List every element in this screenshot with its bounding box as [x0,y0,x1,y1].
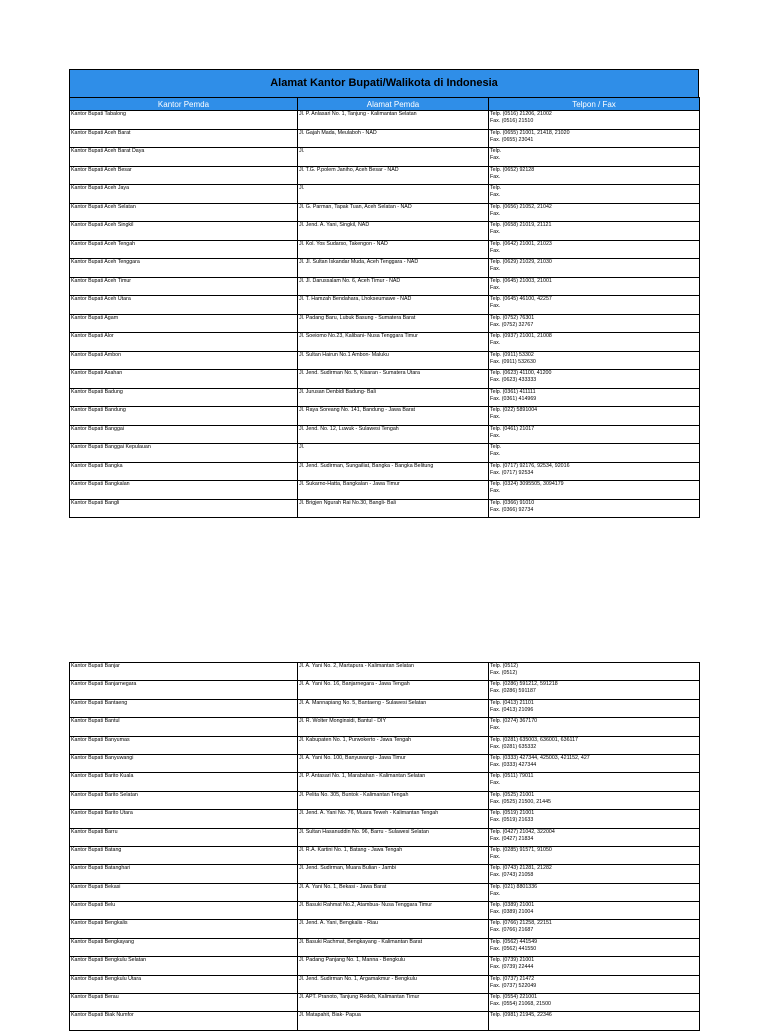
address-cell: Jl. Sultan Hairun No.1 Ambon- Maluku [298,351,489,370]
address-cell: Jl. Jl. Darussalam No. 6, Aceh Timur - NAD [298,277,489,296]
fax-number: Fax. [490,725,501,732]
table-row [70,1012,700,1030]
office-name-cell: Kantor Bupati Bangkalan [70,481,298,500]
office-name-cell: Kantor Bupati Aceh Selatan [70,203,298,222]
office-name-cell: Kantor Bupati Banggai Kepulauan [70,444,298,463]
fax-number: Fax. [490,229,501,235]
fax-number: Fax. [490,853,501,860]
table-row [70,920,700,938]
office-name-cell: Kantor Bupati Aceh Timur [70,277,298,296]
address-cell: Jl. [298,148,489,167]
address-cell: Jl. Padang Baru, Lubuk Basung - Sumatera Barat [298,314,489,333]
office-name-cell: Kantor Bupati Barito Selatan [70,791,298,809]
address-cell: Jl. Jl. Sultan Iskandar Muda, Aceh Tenggara - NAD [298,259,489,278]
office-name-cell: Kantor Bupati Aceh Barat [70,129,298,148]
phone-fax-cell [489,351,700,370]
phone-fax-cell [489,462,700,481]
table-row [70,975,700,993]
fax-number: Fax. (0427) 21834 [490,835,534,842]
phone-number: Telp. (0752) 76301 [490,314,535,321]
office-name-cell: Kantor Bupati Bantaeng [70,699,298,717]
address-cell: Jl. Sukarno-Hatta, Bangkalan - Jawa Timur [298,481,489,500]
address-cell: Jl. Kabupaten No. 1, Purwokerto - Jawa Tengah [298,736,489,754]
table-row [70,791,700,809]
office-name-cell: Kantor Bupati Aceh Utara [70,296,298,315]
fax-number: Fax. (0623) 433333 [490,377,537,383]
fax-number: Fax. [490,414,501,420]
address-cell: Jl. Soeiomo No.23, Kalibani- Nusa Tenggara Timur [298,333,489,352]
directory-table-bottom [69,662,700,1031]
phone-fax-cell [489,957,700,975]
phone-fax-cell [489,222,700,241]
address-cell: Jl. A. Yani No. 1, Bekasi - Jawa Barat [298,883,489,901]
address-cell: Jl. G. Parman, Tapak Tuan, Aceh Selatan - NAD [298,203,489,222]
table-row [70,681,700,699]
address-cell: Jl. Kol. Yos Sudarso, Takengon - NAD [298,240,489,259]
address-cell: Jl. A. Mannapiang No. 5, Bantaeng - Sulawesi Selatan [298,699,489,717]
office-name-cell: Kantor Bupati Aceh Tengah [70,240,298,259]
phone-number: Telp. (0737) 21472 [490,975,535,982]
office-name-cell: Kantor Bupati Aceh Tenggara [70,259,298,278]
table-row [70,902,700,920]
phone-number: Telp. (0361) 411111 [490,388,536,395]
phone-number: Telp. [490,148,502,154]
office-name-cell: Kantor Bupati Tabalong [70,111,298,130]
address-cell: Jl. A. Yani No. 2, Martapura - Kalimantan Selatan [298,663,489,681]
office-name-cell: Kantor Bupati Bandung [70,407,298,426]
fax-number: Fax. (0911) 532630 [490,358,536,365]
phone-fax-cell [489,975,700,993]
address-cell: Jl. Jend. A. Yani No. 76, Muara Teweh - Kalimantan Tengah [298,810,489,828]
phone-number: Telp. (0656) 21052, 21042 [490,203,552,210]
fax-number: Fax. [490,155,501,161]
column-header-phone-fax: Telpon / Fax [489,98,700,111]
table-row [70,425,700,444]
phone-number: Telp. (0281) 635003, 636001, 636117 [490,736,578,743]
address-cell: Jl. [298,444,489,463]
fax-number: Fax. (0743) 21058 [490,872,534,879]
table-row [70,865,700,883]
phone-number: Telp. (0511) 79011 [490,773,534,780]
directory-sheet-top [69,69,699,518]
table-row [70,718,700,736]
phone-fax-cell [489,736,700,754]
phone-fax-cell [489,920,700,938]
phone-fax-cell [489,444,700,463]
office-name-cell: Kantor Bupati Banjar [70,663,298,681]
phone-number: Telp. (0717) 92176, 92534, 92016 [490,462,570,469]
office-name-cell: Kantor Bupati Alor [70,333,298,352]
fax-number: Fax. [490,210,501,217]
address-cell: Jl. Gajah Mada, Meulaboh - NAD [298,129,489,148]
office-name-cell: Kantor Bupati Bengkulu Utara [70,975,298,993]
table-row [70,499,700,518]
phone-number: Telp. (021) 8801336 [490,883,538,890]
fax-number: Fax. [490,266,501,272]
office-name-cell: Kantor Bupati Aceh Jaya [70,185,298,204]
office-name-cell: Kantor Bupati Bekasi [70,883,298,901]
table-row [70,994,700,1012]
phone-number: Telp. (0937) 21001, 21008 [490,333,552,339]
address-cell: Jl. A. Yani No. 16, Banjarnegara - Jawa Tengah [298,681,489,699]
address-cell: Jl. Padang Panjang No. 1, Manna - Bengkulu [298,957,489,975]
office-name-cell: Kantor Bupati Barito Utara [70,810,298,828]
address-cell: Jl. Jend. Sudirman, Muara Bulian - Jambi [298,865,489,883]
phone-number: Telp. (0519) 21001 [490,810,535,817]
address-cell: Jl. Jend. Sudirman, Sungailiat, Bangka - Bangka Belitung [298,462,489,481]
phone-fax-cell [489,773,700,791]
fax-number: Fax. (0717) 92534 [490,469,534,476]
office-name-cell: Kantor Bupati Bengkulu Selatan [70,957,298,975]
fax-number: Fax. (0519) 21633 [490,817,534,824]
phone-number: Telp. (0562) 441549 [490,938,538,945]
phone-fax-cell [489,718,700,736]
office-name-cell: Kantor Bupati Aceh Singkil [70,222,298,241]
phone-number: Telp. (0366) 91010 [490,499,535,506]
table-row [70,938,700,956]
fax-number: Fax. (0281) 635332 [490,743,537,750]
phone-fax-cell [489,185,700,204]
phone-fax-cell [489,699,700,717]
table-row [70,185,700,204]
table-row [70,370,700,389]
phone-fax-cell [489,938,700,956]
table-row [70,773,700,791]
phone-number: Telp. (0516) 21206, 21002 [490,111,552,117]
fax-number: Fax. [490,340,501,346]
fax-number: Fax. (0286) 591187 [490,688,536,695]
address-cell: Jl. A. Yani No. 100, Banyuwangi - Jawa Timur [298,754,489,772]
phone-fax-cell [489,902,700,920]
column-header-office: Kantor Pemda [70,98,298,111]
table-row [70,462,700,481]
phone-fax-cell [489,240,700,259]
phone-fax-cell [489,846,700,864]
phone-fax-cell [489,828,700,846]
phone-fax-cell [489,481,700,500]
office-name-cell: Kantor Bupati Banyuwangi [70,754,298,772]
phone-number: Telp. (0655) 21001, 21418, 21020 [490,129,570,136]
directory-sheet-bottom [69,662,699,1031]
table-row [70,444,700,463]
fax-number: Fax. [490,192,501,198]
phone-fax-cell [489,388,700,407]
fax-number: Fax. (0739) 22444 [490,964,534,971]
address-cell: Jl. P. Antasari No. 1, Marabahan - Kalimantan Selatan [298,773,489,791]
address-cell: Jl. [298,185,489,204]
phone-number: Telp. (0324) 3095505, 3094179 [490,481,564,487]
fax-number: Fax. (0361) 414969 [490,395,537,402]
table-row [70,314,700,333]
address-cell: Jl. Basuki Rahmat No.2, Atambua- Nusa Tenggara Timur [298,902,489,920]
fax-number: Fax. [490,488,501,494]
page-title: Alamat Kantor Bupati/Walikota di Indonesia [69,69,699,97]
office-name-cell: Kantor Bupati Asahan [70,370,298,389]
table-row [70,222,700,241]
table-row [70,259,700,278]
address-cell: Jl. R. Wolter Monginsidi, Bantul - DIY [298,718,489,736]
table-row [70,754,700,772]
fax-number: Fax. [490,451,501,457]
phone-fax-cell [489,333,700,352]
office-name-cell: Kantor Bupati Agam [70,314,298,333]
address-cell: Jl. R.A. Kartini No. 1, Batang - Jawa Tengah [298,846,489,864]
phone-fax-cell [489,370,700,389]
phone-number: Telp. (0427) 21042, 322004 [490,828,555,835]
fax-number: Fax. (0389) 21004 [490,909,534,916]
fax-number: Fax. (0525) 21500, 21445 [490,798,551,805]
address-cell: Jl. Basuki Rachmat, Bengkayang - Kalimantan Barat [298,938,489,956]
address-cell: Jl. T.G. P.polem Janiho, Aceh Besar - NAD [298,166,489,185]
phone-fax-cell [489,791,700,809]
table-row [70,846,700,864]
phone-fax-cell [489,499,700,518]
table-row [70,277,700,296]
office-name-cell: Kantor Bupati Berau [70,994,298,1012]
office-name-cell: Kantor Bupati Aceh Barat Daya [70,148,298,167]
office-name-cell: Kantor Bupati Batanghari [70,865,298,883]
phone-number: Telp. (0274) 367170 [490,718,538,725]
office-name-cell: Kantor Bupati Banjarnegara [70,681,298,699]
phone-fax-cell [489,111,700,130]
office-name-cell: Kantor Bupati Batang [70,846,298,864]
phone-number: Telp. (0629) 21029, 21030 [490,259,552,265]
phone-fax-cell [489,663,700,681]
table-row [70,663,700,681]
phone-fax-cell [489,277,700,296]
address-cell: Jl. Sultan Hasanuddin No. 96, Barru - Sulawesi Selatan [298,828,489,846]
office-name-cell: Kantor Bupati Barru [70,828,298,846]
address-cell: Jl. Brigjen Ngurah Rai No.30, Bangli- Bali [298,499,489,518]
address-cell: Jl. T. Hamzah Bendahara, Lhokseumawe - NAD [298,296,489,315]
phone-number: Telp. (0286) 591212, 591218 [490,681,558,688]
address-cell: Jl. Jend. Sudirman No. 1, Argamakmur - Bengkulu [298,975,489,993]
office-name-cell: Kantor Bupati Bangka [70,462,298,481]
fax-number: Fax. (0766) 21687 [490,927,534,934]
phone-number: Telp. (0461) 21017 [490,425,535,432]
fax-number: Fax. (0752) 32767 [490,321,534,328]
phone-fax-cell [489,129,700,148]
office-name-cell: Kantor Bupati Barito Kuala [70,773,298,791]
address-cell: Jl. Raya Soreang No. 141, Bandung - Jawa Barat [298,407,489,426]
address-cell: Jl. APT. Pranoto, Tanjung Redeb, Kalimantan Timur [298,994,489,1012]
table-row [70,111,700,130]
table-row [70,129,700,148]
address-cell: Jl. Matapahit, Biak- Papua [298,1012,489,1030]
table-row [70,957,700,975]
fax-number: Fax. (0366) 92734 [490,506,534,513]
phone-number: Telp. [490,185,502,191]
phone-number: Telp. (0389) 21001 [490,902,535,909]
address-cell: Jl. Jurusan Denbidi Badung- Bali [298,388,489,407]
phone-fax-cell [489,259,700,278]
fax-number: Fax. (0554) 21068, 21500 [490,1001,551,1008]
table-row [70,828,700,846]
fax-number: Fax. [490,247,501,254]
column-header-address: Alamat Pemda [298,98,489,111]
phone-number: Telp. (0623) 41100, 41200 [490,370,552,376]
address-cell: Jl. Pelita No. 305, Buntok - Kalimantan Tengah [298,791,489,809]
address-cell: Jl. Jend. Sudirman No. 5, Kisaran - Sumatera Utara [298,370,489,389]
phone-number: Telp. (022) 5891004 [490,407,538,413]
phone-number: Telp. (0512) [490,663,518,669]
fax-number: Fax. (0562) 441550 [490,945,537,952]
phone-fax-cell [489,865,700,883]
phone-number: Telp. (0652) 92128 [490,166,535,173]
office-name-cell: Kantor Bupati Badung [70,388,298,407]
table-row [70,240,700,259]
table-row [70,148,700,167]
office-name-cell: Kantor Bupati Bantul [70,718,298,736]
table-row [70,388,700,407]
phone-number: Telp. (0658) 21019, 21121 [490,222,552,228]
office-name-cell: Kantor Bupati Banyumas [70,736,298,754]
address-cell: Jl. Jend. A. Yani, Bengkalis - Riau [298,920,489,938]
fax-number: Fax. (0516) 21510 [490,118,534,124]
fax-number: Fax. (0737) 522049 [490,982,537,989]
office-name-cell: Kantor Bupati Bengkayang [70,938,298,956]
table-row [70,883,700,901]
fax-number: Fax. [490,303,501,309]
directory-table-top [69,97,700,518]
table-row [70,203,700,222]
table-row [70,810,700,828]
office-name-cell: Kantor Bupati Biak Numfor [70,1012,298,1030]
fax-number: Fax. [490,780,501,787]
table-row [70,736,700,754]
table-row [70,351,700,370]
fax-number: Fax. [490,890,501,897]
fax-number: Fax. (0512) [490,670,518,676]
phone-number: Telp. [490,444,502,450]
phone-number: Telp. (0981) 21945, 22346 [490,1012,552,1019]
phone-number: Telp. (0525) 21001 [490,791,535,798]
fax-number: Fax. (0333) 427344 [490,761,537,768]
phone-number: Telp. (0333) 427344, 425003, 421152, 427 [490,754,590,761]
phone-number: Telp. (0911) 53302 [490,351,534,358]
phone-fax-cell [489,425,700,444]
phone-fax-cell [489,407,700,426]
fax-number: Fax. (0413) 21096 [490,706,534,713]
fax-number: Fax. (0655) 23041 [490,136,534,143]
phone-fax-cell [489,166,700,185]
phone-fax-cell [489,754,700,772]
phone-number: Telp. (0285) 91571, 91050 [490,846,552,853]
address-cell: Jl. Jend. No. 12, Luwuk - Sulawesi Tengah [298,425,489,444]
phone-number: Telp. (0645) 46100, 42257 [490,296,552,302]
phone-fax-cell [489,883,700,901]
table-row [70,699,700,717]
office-name-cell: Kantor Bupati Bangli [70,499,298,518]
phone-number: Telp. (0766) 21258, 22151 [490,920,552,927]
phone-fax-cell [489,994,700,1012]
phone-number: Telp. (0554) 221001 [490,994,538,1001]
table-row [70,296,700,315]
fax-number: Fax. [490,432,501,439]
table-row [70,407,700,426]
address-cell: Jl. P. Anlasari No. 1, Tanjung - Kalimantan Selatan [298,111,489,130]
phone-number: Telp. (0413) 21101 [490,699,534,706]
phone-number: Telp. (0642) 21001, 21023 [490,240,552,247]
phone-number: Telp. (0739) 21001 [490,957,535,964]
office-name-cell: Kantor Bupati Aceh Besar [70,166,298,185]
table-row [70,166,700,185]
phone-fax-cell [489,148,700,167]
table-row [70,333,700,352]
table-row [70,481,700,500]
phone-fax-cell [489,314,700,333]
phone-number: Telp. (0645) 21003, 21001 [490,277,552,284]
phone-fax-cell [489,810,700,828]
fax-number: Fax. [490,173,501,180]
phone-number: Telp. (0743) 21281, 21282 [490,865,552,872]
office-name-cell: Kantor Bupati Ambon [70,351,298,370]
office-name-cell: Kantor Bupati Banggai [70,425,298,444]
address-cell: Jl. Jend. A. Yani, Singkil, NAD [298,222,489,241]
fax-number: Fax. [490,284,501,291]
phone-fax-cell [489,1012,700,1030]
phone-fax-cell [489,203,700,222]
office-name-cell: Kantor Bupati Belu [70,902,298,920]
office-name-cell: Kantor Bupati Bengkalis [70,920,298,938]
phone-fax-cell [489,681,700,699]
header-row [70,98,700,111]
phone-fax-cell [489,296,700,315]
